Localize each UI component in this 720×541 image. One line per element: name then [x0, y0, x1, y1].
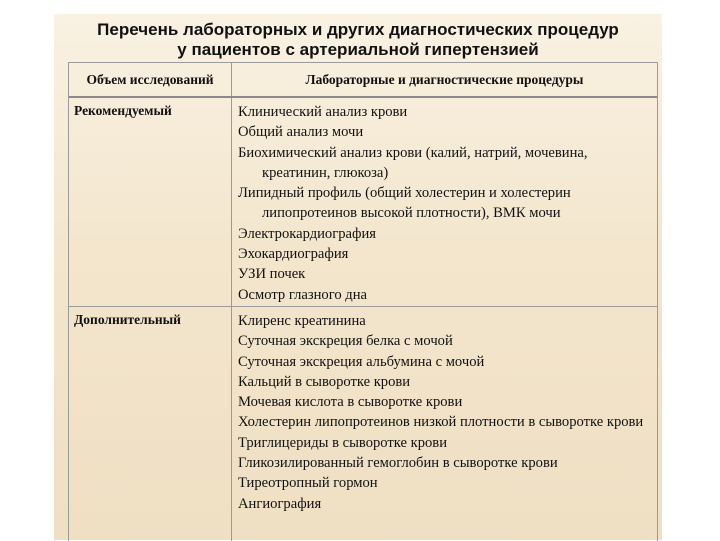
list-item: Холестерин липопротеинов низкой плотности в сыворотке крови: [238, 414, 644, 431]
recommended-procedures-list: [232, 98, 657, 305]
additional-procedures-list: [232, 307, 657, 514]
procedures-table: [68, 62, 658, 541]
table-row-additional: [69, 307, 657, 541]
header-scope: Объем исследований: [69, 63, 232, 96]
list-item: Биохимический анализ крови (калий, натрий, мочевина, креатинин, глюкоза): [238, 144, 588, 181]
header-procedures: Лабораторные и диагностические процедуры: [305, 71, 584, 87]
list-item: Суточная экскреция белка с мочой: [238, 333, 453, 350]
list-item: Мочевая кислота в сыворотке крови: [238, 394, 463, 411]
list-item: Липидный профиль (общий холестерин и холестерин липопротеинов высокой плотности), ВМК мочи: [238, 185, 571, 222]
list-item: Эхокардиография: [238, 246, 349, 263]
category-recommended: Рекомендуемый: [74, 103, 172, 118]
title-line-1: Перечень лабораторных и других диагностических процедур: [97, 20, 619, 39]
list-item: УЗИ почек: [238, 266, 306, 283]
list-item: Тиреотропный гормон: [238, 475, 378, 492]
slide-title: [54, 20, 662, 60]
list-item: Гликозилированный гемоглобин в сыворотке крови: [238, 455, 558, 472]
slide: [54, 14, 662, 540]
category-additional: Дополнительный: [74, 312, 181, 327]
table-header-row: [69, 63, 657, 98]
title-line-2: у пациентов с артериальной гипертензией: [177, 40, 539, 59]
list-item: Общий анализ мочи: [238, 124, 364, 141]
list-item: Клинический анализ крови: [238, 104, 408, 120]
list-item: Ангиография: [238, 495, 322, 512]
list-item: Суточная экскреция альбумина с мочой: [238, 353, 485, 370]
list-item: Клиренс креатинина: [238, 313, 366, 329]
table-row-recommended: [69, 98, 657, 307]
list-item: Электрокардиография: [238, 225, 376, 242]
list-item: Осмотр глазного дна: [238, 286, 368, 303]
list-item: Триглицериды в сыворотке крови: [238, 434, 448, 451]
list-item: Кальций в сыворотке крови: [238, 373, 411, 390]
